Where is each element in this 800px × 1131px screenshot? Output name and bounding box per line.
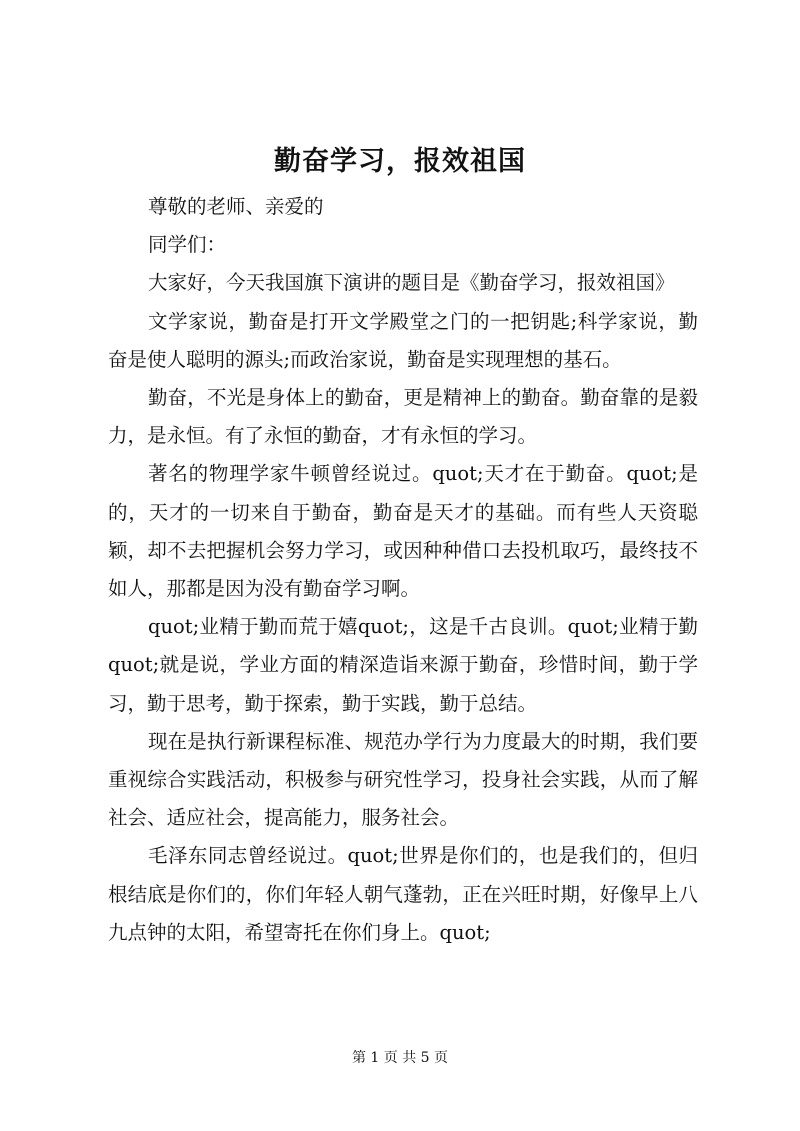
paragraph-4: quot;业精于勤而荒于嬉quot;，这是千古良训。quot;业精于勤quot;就是说，学业方面的精深造诣来源于勤奋，珍惜时间，勤于学习，勤于思考，勤于探索，勤于实践，勤于总结。 — [108, 615, 698, 715]
paragraph-greeting: 大家好，今天我国旗下演讲的题目是《勤奋学习，报效祖国》 — [148, 271, 675, 295]
page-footer: 第 1 页 共 5 页 — [351, 1050, 449, 1066]
paragraph-5: 现在是执行新课程标准、规范办学行为力度最大的时期，我们要重视综合实践活动，积极参与研究性学习，投身社会实践，从而了解社会、适应社会，提高能力，服务社会。 — [108, 729, 698, 830]
paragraph-salutation: 尊敬的老师、亲爱的 — [148, 195, 324, 218]
paragraph-6: 毛泽东同志曾经说过。quot;世界是你们的，也是我们的，但归根结底是你们的，你们年轻人朝气蓬勃，正在兴旺时期，好像早上八九点钟的太阳，希望寄托在你们身上。quot; — [108, 844, 698, 944]
document-title: 勤奋学习，报效祖国 — [274, 146, 526, 177]
paragraph-salutation-cont: 同学们： — [148, 233, 227, 257]
paragraph-2: 勤奋，不光是身体上的勤奋，更是精神上的勤奋。勤奋靠的是毅力，是永恒。有了永恒的勤奋，才有永恒的学习。 — [108, 386, 698, 448]
paragraph-3: 著名的物理学家牛顿曾经说过。quot;天才在于勤奋。quot;是的，天才的一切来自于勤奋，勤奋是天才的基础。而有些人天资聪颖，却不去把握机会努力学习，或因种种借口去投机取巧，最终技不如人，那都是因为没有勤奋学习啊。 — [108, 462, 698, 601]
paragraph-1: 文学家说，勤奋是打开文学殿堂之门的一把钥匙;科学家说，勤奋是使人聪明的源头;而政治家说，勤奋是实现理想的基石。 — [108, 309, 698, 371]
document-body — [108, 188, 698, 952]
